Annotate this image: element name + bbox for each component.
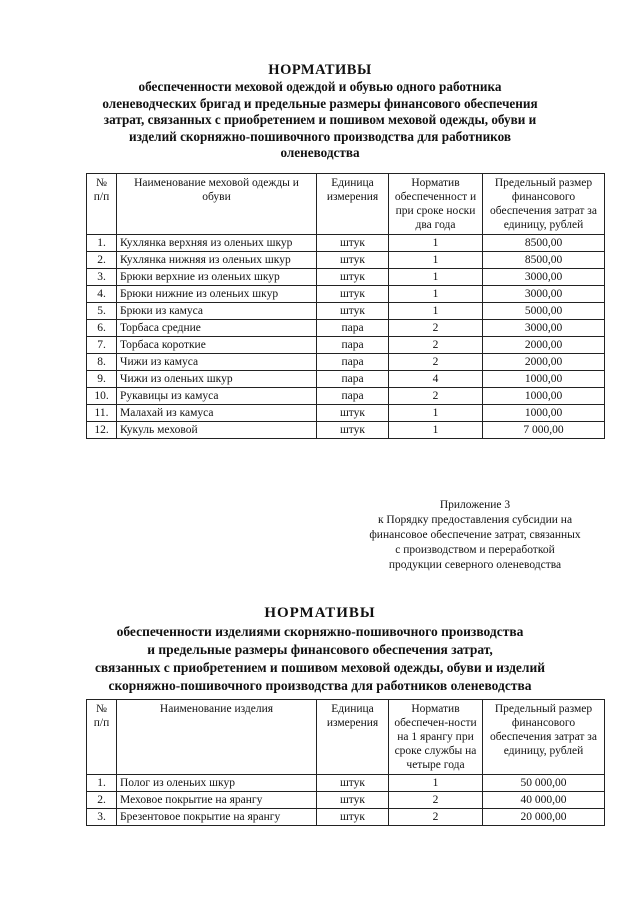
cell-number: 2. (87, 252, 117, 269)
cell-norm: 2 (389, 809, 483, 826)
cell-unit: штук (317, 252, 389, 269)
cell-number: 3. (87, 809, 117, 826)
cell-number: 11. (87, 405, 117, 422)
column-header-price: Предельный размер финансового обеспечения затрат за единицу, рублей (483, 174, 605, 235)
cell-number: 7. (87, 337, 117, 354)
cell-norm: 1 (389, 775, 483, 792)
cell-unit: штук (317, 303, 389, 320)
cell-norm: 1 (389, 286, 483, 303)
table-row (87, 354, 605, 371)
section1-title-line: затрат, связанных с приобретением и пошивом меховой одежды, обуви и (103, 112, 537, 127)
cell-number: 12. (87, 422, 117, 439)
cell-norm: 4 (389, 371, 483, 388)
cell-unit: штук (317, 269, 389, 286)
cell-unit: пара (317, 320, 389, 337)
cell-price: 7 000,00 (483, 422, 605, 439)
cell-number: 1. (87, 235, 117, 252)
cell-price: 20 000,00 (483, 809, 605, 826)
cell-price: 3000,00 (483, 269, 605, 286)
cell-norm: 2 (389, 337, 483, 354)
cell-unit: штук (317, 235, 389, 252)
cell-unit: штук (317, 405, 389, 422)
section2-title-line: скорняжно-пошивочного производства для работников оленеводства (108, 678, 532, 693)
column-header-number: № п/п (87, 174, 117, 235)
table-row (87, 286, 605, 303)
cell-unit: пара (317, 354, 389, 371)
cell-name: Малахай из камуса (117, 405, 317, 422)
table-header-row (87, 174, 605, 235)
table-row (87, 303, 605, 320)
cell-number: 6. (87, 320, 117, 337)
table-body (87, 775, 605, 826)
appendix-line: Приложение 3 (439, 499, 511, 511)
table-row (87, 422, 605, 439)
section2-title (60, 604, 580, 695)
cell-price: 40 000,00 (483, 792, 605, 809)
table-row (87, 388, 605, 405)
cell-number: 1. (87, 775, 117, 792)
cell-unit: штук (317, 775, 389, 792)
cell-number: 5. (87, 303, 117, 320)
column-header-norm: Норматив обеспечен-ности на 1 ярангу при сроке службы на четыре года (389, 700, 483, 775)
cell-number: 9. (87, 371, 117, 388)
cell-norm: 2 (389, 792, 483, 809)
cell-unit: пара (317, 337, 389, 354)
table-row (87, 405, 605, 422)
column-header-name: Наименование меховой одежды и обуви (117, 174, 317, 235)
table-row (87, 235, 605, 252)
table-row (87, 252, 605, 269)
appendix-line: финансовое обеспечение затрат, связанных (369, 529, 581, 541)
cell-price: 1000,00 (483, 371, 605, 388)
cell-norm: 2 (389, 388, 483, 405)
table-row (87, 809, 605, 826)
section2-heading: НОРМАТИВЫ (264, 605, 376, 621)
cell-price: 2000,00 (483, 354, 605, 371)
cell-unit: штук (317, 809, 389, 826)
cell-price: 1000,00 (483, 388, 605, 405)
section1-title-line: оленеводческих бригад и предельные размеры финансового обеспечения (102, 95, 538, 111)
cell-unit: пара (317, 388, 389, 405)
cell-price: 3000,00 (483, 286, 605, 303)
table-header-row (87, 700, 605, 775)
cell-norm: 1 (389, 422, 483, 439)
cell-unit: штук (317, 792, 389, 809)
table-row (87, 337, 605, 354)
table-row (87, 775, 605, 792)
appendix-line: продукции северного оленеводства (388, 559, 562, 571)
cell-number: 8. (87, 354, 117, 371)
appendix-line: к Порядку предоставления субсидии на (377, 514, 573, 526)
cell-name: Кухлянка верхняя из оленьих шкур (117, 235, 317, 252)
table-body (87, 235, 605, 439)
section1-title-line: оленеводства (280, 145, 360, 160)
cell-name: Рукавицы из камуса (117, 388, 317, 405)
cell-price: 3000,00 (483, 320, 605, 337)
column-header-norm: Норматив обеспеченност и при сроке носки два года (389, 174, 483, 235)
table-row (87, 792, 605, 809)
table-row (87, 371, 605, 388)
column-header-unit: Единица измерения (317, 174, 389, 235)
section2-title-line: обеспеченности изделиями скорняжно-пошивочного производства (116, 624, 524, 639)
cell-norm: 2 (389, 354, 483, 371)
cell-unit: штук (317, 422, 389, 439)
fur-clothing-norms-table (86, 173, 605, 439)
cell-norm: 2 (389, 320, 483, 337)
section2-title-line: и предельные размеры финансового обеспечения затрат, (147, 642, 493, 657)
cell-price: 50 000,00 (483, 775, 605, 792)
cell-norm: 1 (389, 269, 483, 286)
column-header-name: Наименование изделия (117, 700, 317, 775)
cell-unit: пара (317, 371, 389, 388)
cell-price: 8500,00 (483, 252, 605, 269)
cell-name: Полог из оленьих шкур (117, 775, 317, 792)
cell-name: Меховое покрытие на ярангу (117, 792, 317, 809)
cell-price: 5000,00 (483, 303, 605, 320)
cell-price: 2000,00 (483, 337, 605, 354)
cell-number: 3. (87, 269, 117, 286)
cell-name: Брюки из камуса (117, 303, 317, 320)
appendix-note (340, 498, 610, 573)
column-header-number: № п/п (87, 700, 117, 775)
cell-name: Кукуль меховой (117, 422, 317, 439)
cell-name: Брюки верхние из оленьих шкур (117, 269, 317, 286)
cell-name: Брезентовое покрытие на ярангу (117, 809, 317, 826)
cell-name: Чижи из оленьих шкур (117, 371, 317, 388)
cell-name: Кухлянка нижняя из оленьих шкур (117, 252, 317, 269)
cell-number: 10. (87, 388, 117, 405)
section2-title-line: связанных с приобретением и пошивом меховой одежды, обуви и изделий (94, 660, 546, 675)
section1-title-line: обеспеченности меховой одеждой и обувью одного работника (138, 79, 502, 94)
cell-name: Брюки нижние из оленьих шкур (117, 286, 317, 303)
cell-name: Чижи из камуса (117, 354, 317, 371)
section1-heading: НОРМАТИВЫ (268, 62, 372, 78)
fur-products-norms-table (86, 699, 605, 826)
cell-price: 8500,00 (483, 235, 605, 252)
cell-name: Торбаса короткие (117, 337, 317, 354)
section1-title-line: изделий скорняжно-пошивочного производства для работников (129, 128, 511, 144)
cell-name: Торбаса средние (117, 320, 317, 337)
cell-unit: штук (317, 286, 389, 303)
cell-norm: 1 (389, 405, 483, 422)
section1-title (60, 62, 580, 162)
table-row (87, 269, 605, 286)
table-row (87, 320, 605, 337)
cell-number: 2. (87, 792, 117, 809)
cell-norm: 1 (389, 303, 483, 320)
cell-norm: 1 (389, 252, 483, 269)
column-header-unit: Единица измерения (317, 700, 389, 775)
column-header-price: Предельный размер финансового обеспечения затрат за единицу, рублей (483, 700, 605, 775)
cell-norm: 1 (389, 235, 483, 252)
cell-number: 4. (87, 286, 117, 303)
appendix-line: с производством и переработкой (395, 544, 555, 556)
cell-price: 1000,00 (483, 405, 605, 422)
